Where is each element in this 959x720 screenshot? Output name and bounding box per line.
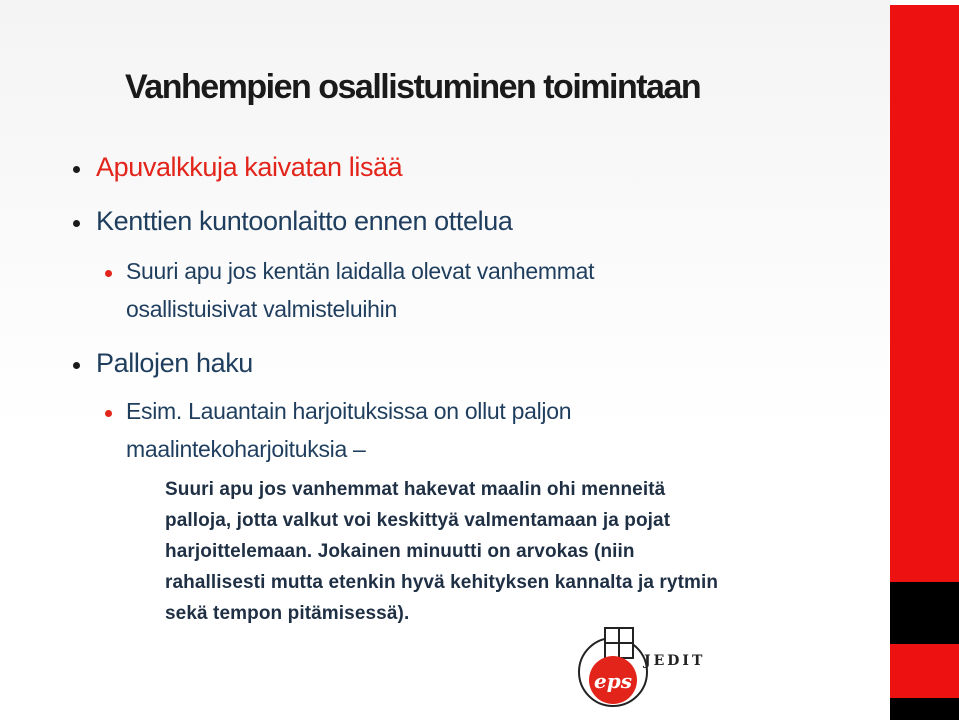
sidebar-black-block (890, 698, 959, 720)
detail-line: rahallisesti mutta etenkin hyvä kehityksen kannalta ja rytmin (165, 572, 719, 593)
sidebar-top-strip (890, 0, 959, 5)
detail-line: palloja, jotta valkut voi keskittyä valmentamaan ja pojat (165, 510, 671, 531)
bullet-icon (105, 270, 112, 277)
sub-item-line: Suuri apu jos kentän laidalla olevat vanhemmat (126, 258, 595, 284)
slide-title: Vanhempien osallistuminen toimintaan (125, 68, 701, 106)
sub-item-line: osallistuisivat valmisteluihin (126, 296, 397, 322)
detail-line: Suuri apu jos vanhemmat hakevat maalin ohi menneitä (165, 479, 666, 500)
bullet-item-apuvalkkuja: Apuvalkkuja kaivatan lisää (96, 152, 403, 182)
bullet-icon (105, 410, 112, 417)
bullet-icon (73, 220, 80, 227)
bullet-icon (73, 166, 80, 173)
bullet-item-kenttien: Kenttien kuntoonlaitto ennen ottelua (96, 206, 513, 236)
detail-line: harjoittelemaan. Jokainen minuutti on arvokas (niin (165, 541, 635, 562)
eps-jedit-logo (575, 622, 735, 716)
sidebar-black-block (890, 582, 959, 644)
logo-text: JEDIT (644, 653, 706, 669)
bullet-item-pallojen-haku: Pallojen haku (96, 348, 253, 378)
logo-letters: eps (594, 669, 632, 693)
detail-line: sekä tempon pitämisessä). (165, 603, 410, 624)
sub-item-line: Esim. Lauantain harjoituksissa on ollut paljon (126, 398, 572, 424)
sub-item-line: maalintekoharjoituksia – (126, 436, 366, 462)
bullet-icon (73, 362, 80, 369)
